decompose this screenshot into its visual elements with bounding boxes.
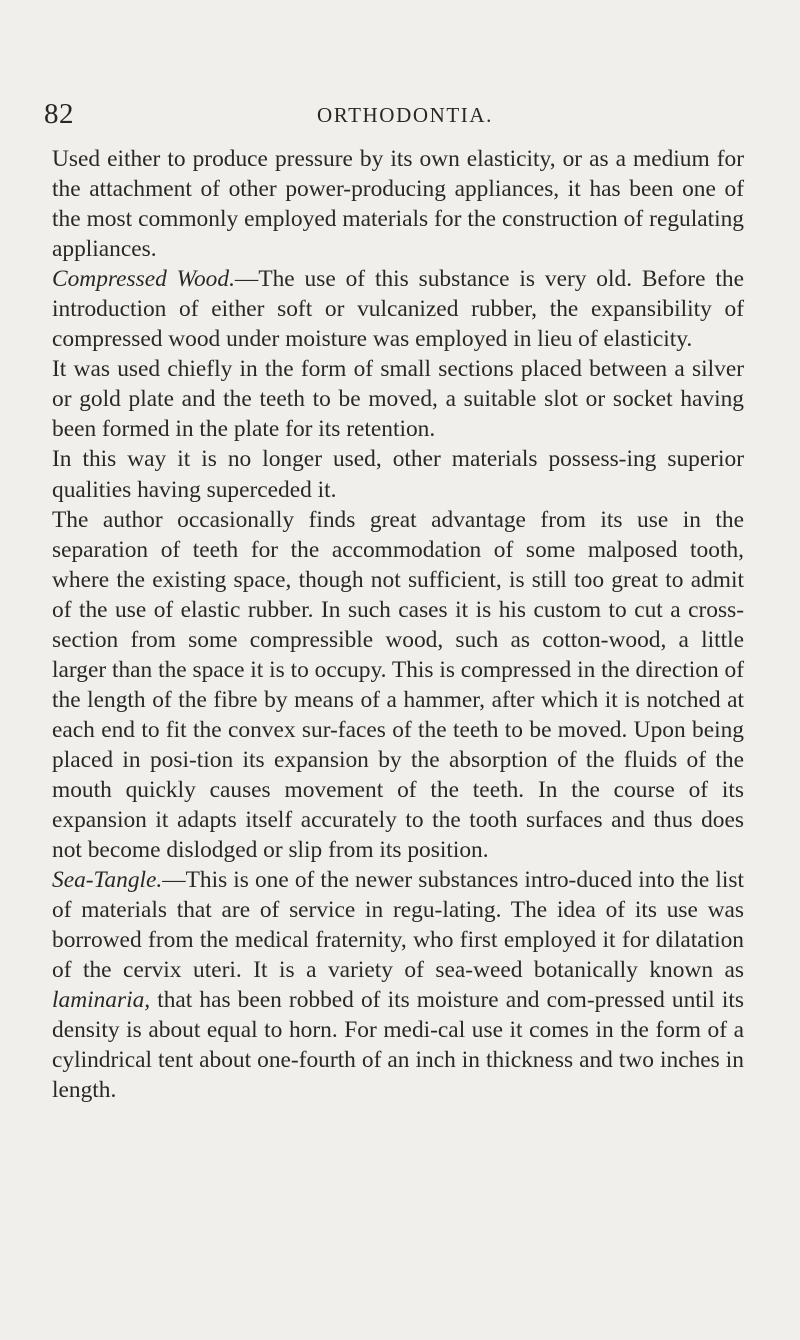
section-heading-compressed-wood: Compressed Wood. <box>52 266 235 293</box>
paragraph-superceded <box>52 444 744 504</box>
running-head <box>44 96 744 132</box>
paragraph-compressed-wood <box>52 264 744 354</box>
paragraph-text: Used either to produce pressure by its own elasticity, or as a medium for the attachment of other power-producing appliances, it has been one of the most commonly employed materials for the construction of regulating appliances. <box>52 146 744 263</box>
paragraph-sea-tangle <box>52 865 744 1105</box>
paragraph-text: It was used chiefly in the form of small sections placed between a silver or gold plate and the teeth to be moved, a suitable slot or socket having been formed in the plate for its retention. <box>52 356 744 443</box>
section-heading-sea-tangle: Sea-Tangle. <box>52 867 163 894</box>
body-text <box>52 144 744 1106</box>
paragraph-text: that has been robbed of its moisture and com-pressed until its density is about equal to horn. For medi-cal use it comes in the form of a cylindrical tent about one-fourth of an inch in thickness and two inches in length. <box>52 987 744 1104</box>
term-laminaria: laminaria, <box>52 987 151 1014</box>
paragraph-usage <box>52 354 744 444</box>
paragraph-author-method <box>52 505 744 866</box>
page-number: 82 <box>44 98 74 130</box>
paragraph-text: In this way it is no longer used, other materials possess-ing superior qualities having superceded it. <box>52 446 744 503</box>
paragraph-text: The author occasionally finds great advantage from its use in the separation of teeth for the accommodation of some malposed tooth, where the existing space, though not sufficient, is still too great to admit of the use of elastic rubber. In such cases it is his custom to cut a cross-section from some compressible wood, such as cotton-wood, a little larger than the space it is to occupy. This is compressed in the direction of the length of the fibre by means of a hammer, after which it is notched at each end to fit the convex sur-faces of the teeth to be moved. Upon being placed in posi-tion its expansion by the absorption of the fluids of the mouth quickly causes movement of the teeth. In the course of its expansion it adapts itself accurately to the tooth surfaces and thus does not become dislodged or slip from its position. <box>52 506 745 864</box>
paragraph-text: —This is one of the newer substances intro-duced into the list of materials that are of service in regu-lating. The idea of its use was borrowed from the medical fraternity, who first employed it for dilatation of the cervix uteri. It is a variety of sea-weed botanically known as <box>52 867 744 984</box>
running-title: ORTHODONTIA. <box>317 103 494 127</box>
paragraph-text: —The use of this substance is very old. Before the introduction of either soft or vulcanized rubber, the expansibility of compressed wood under moisture was employed in lieu of elasticity. <box>52 266 744 353</box>
paragraph-intro <box>52 144 744 264</box>
